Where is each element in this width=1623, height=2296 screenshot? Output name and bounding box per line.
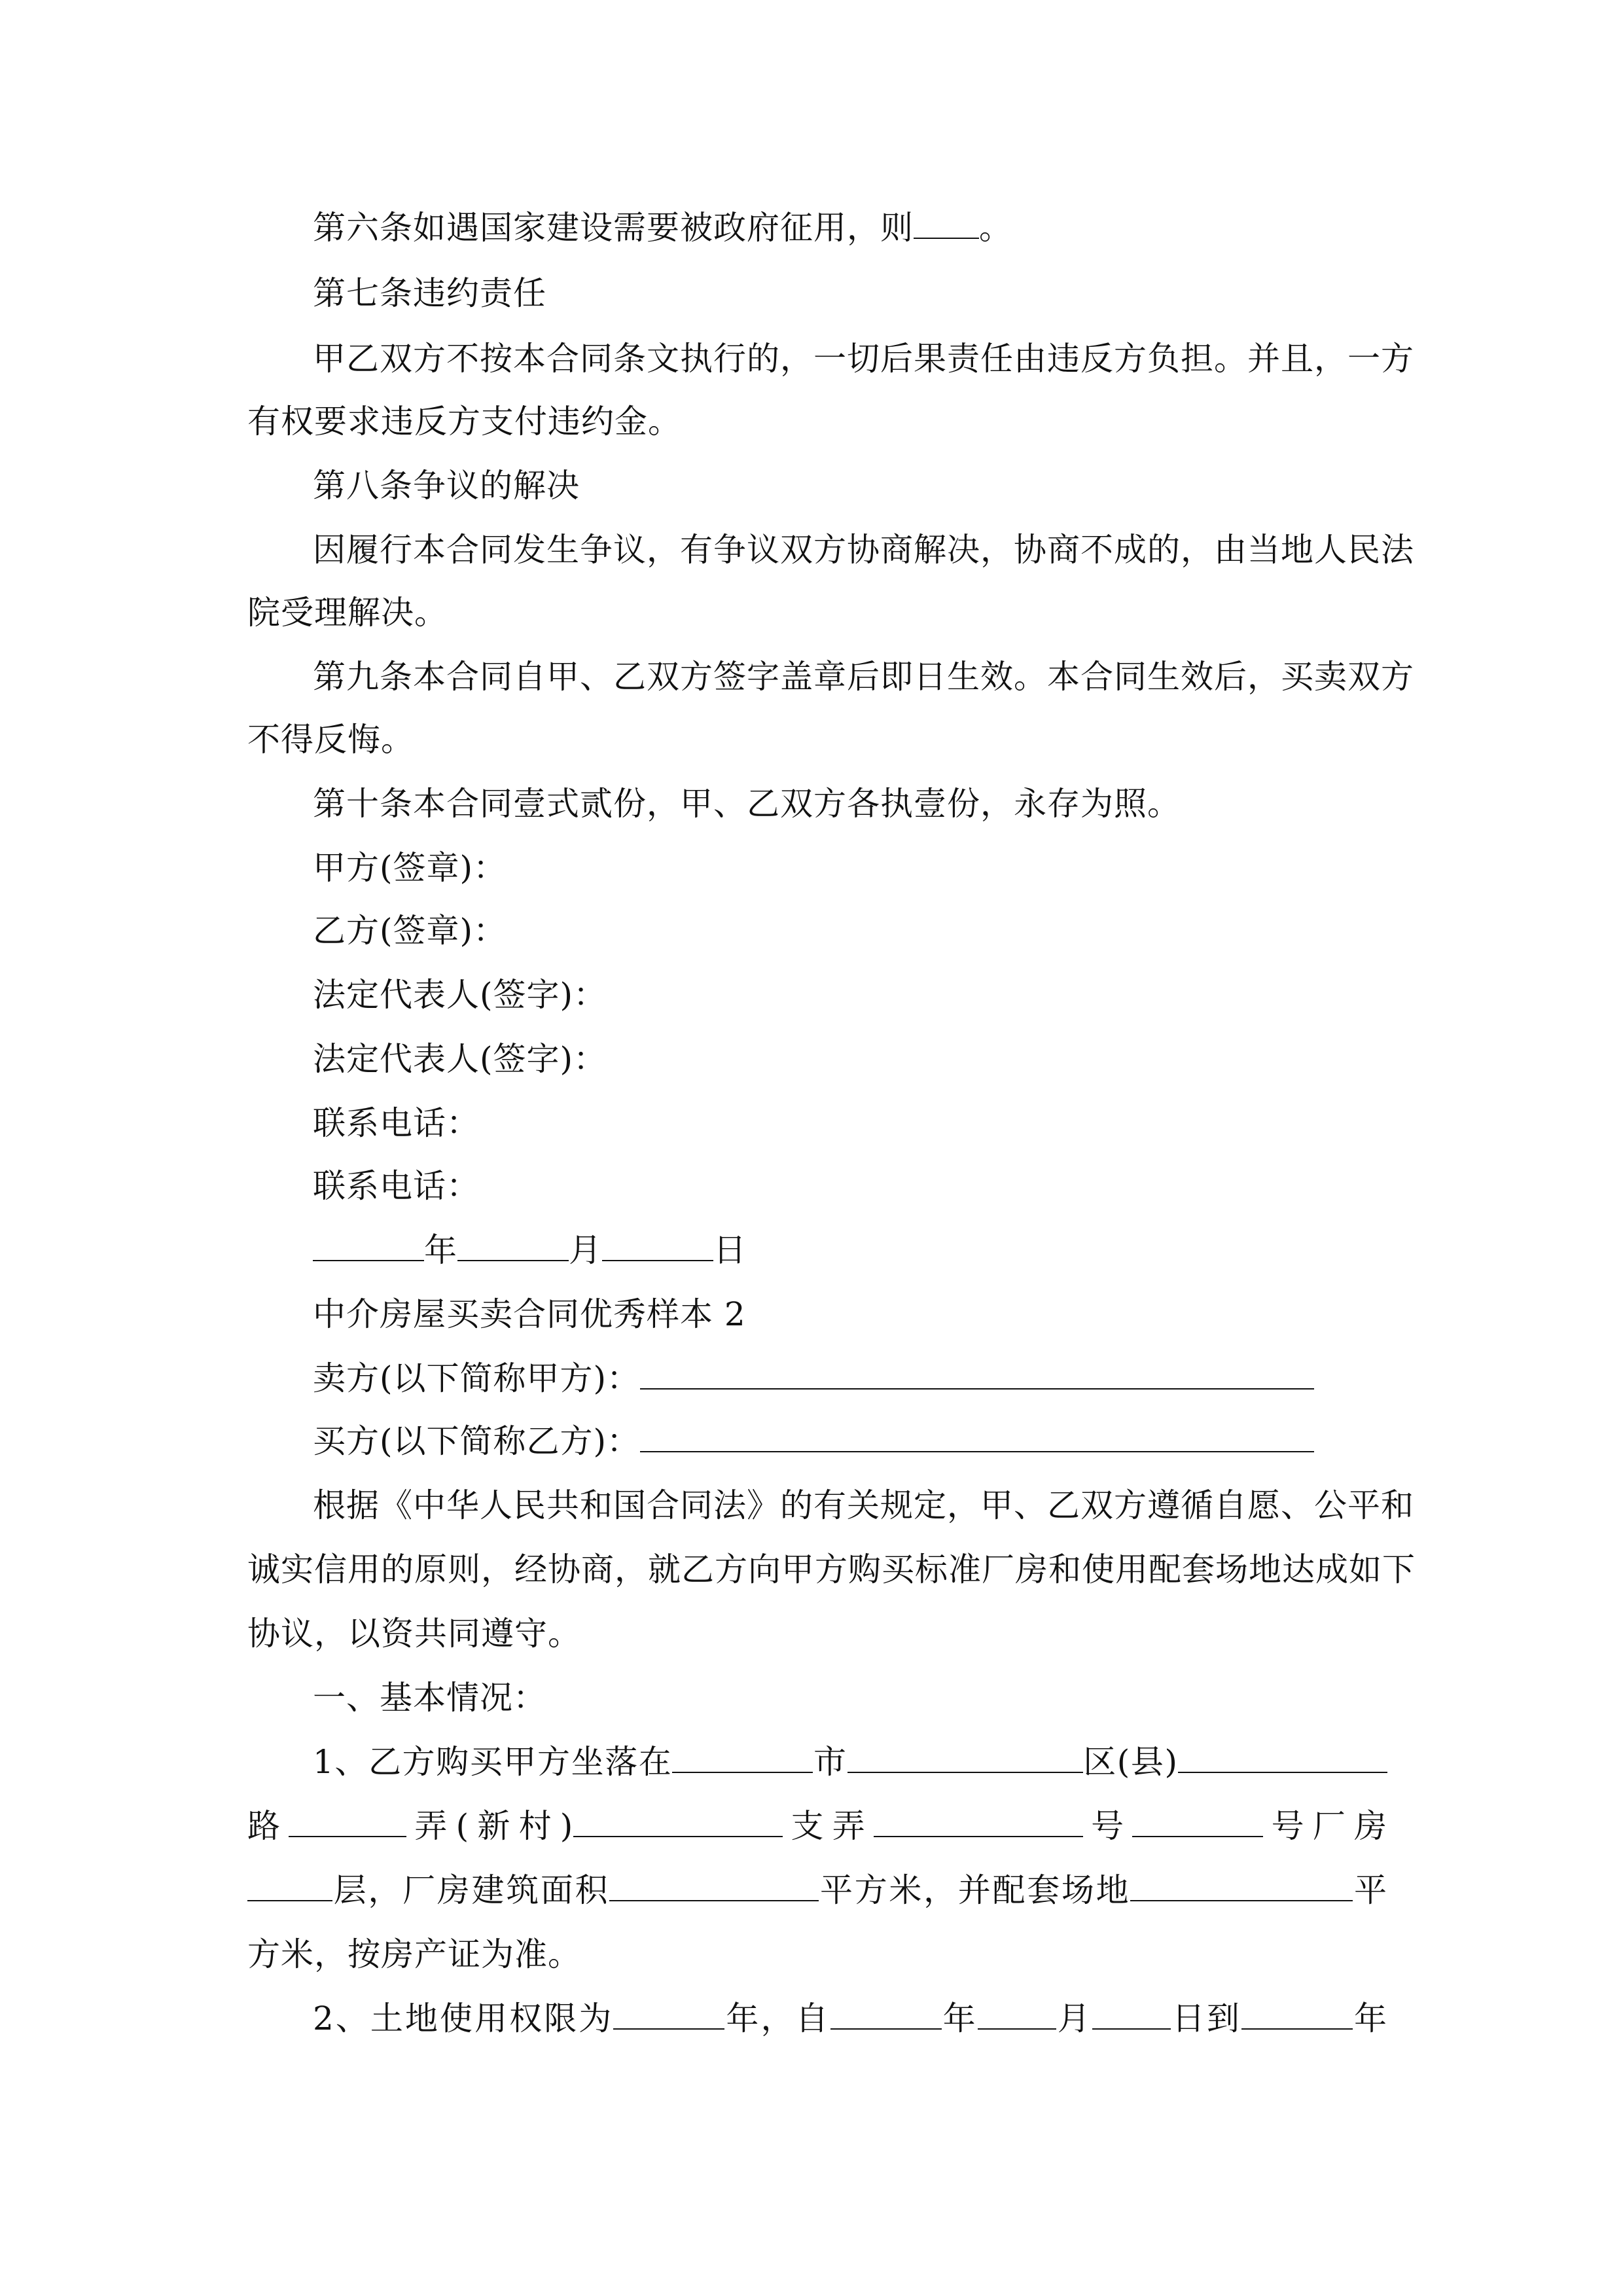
- basic-info-heading: 一、基本情况：: [313, 1679, 546, 1717]
- district-blank[interactable]: [847, 1743, 1083, 1773]
- item-2-line1: [313, 1999, 1387, 2038]
- end-year-blank[interactable]: [1241, 2000, 1353, 2030]
- number-blank[interactable]: [874, 1807, 1083, 1837]
- buyer-label: 买方(以下简称乙方)：: [313, 1422, 641, 1460]
- floor-blank[interactable]: [247, 1871, 332, 1901]
- term-blank[interactable]: [613, 2000, 724, 2030]
- land-use-label: 2、土地使用权限为: [313, 2000, 614, 2037]
- article-6-text: 第六条如遇国家建设需要被政府征用，则: [313, 209, 914, 247]
- sublane-blank[interactable]: [573, 1807, 783, 1837]
- party-a-representative: 法定代表人(签字)：: [313, 976, 607, 1014]
- article-8-title: 第八条争议的解决: [313, 467, 580, 505]
- end-year-label: 年: [1352, 2000, 1388, 2037]
- start-year-label: 年: [941, 2000, 978, 2037]
- city-label: 市: [813, 1743, 847, 1781]
- item-1-line2: [247, 1806, 1387, 1846]
- floor-area-label: 层，厂房建筑面积: [332, 1871, 610, 1909]
- start-month-label: 月: [1056, 2000, 1092, 2037]
- site-area-blank[interactable]: [1130, 1871, 1353, 1901]
- district-label: 区(县): [1082, 1743, 1179, 1781]
- article-9-line1: 第九条本合同自甲、乙双方签字盖章后即日生效。本合同生效后，买卖双方: [313, 658, 1414, 696]
- article-8-body-line2: 院受理解决。: [247, 594, 448, 632]
- area-blank[interactable]: [609, 1871, 819, 1901]
- article-9-line2: 不得反悔。: [247, 721, 414, 759]
- site-label: 平方米，并配套场地: [819, 1871, 1131, 1909]
- number-label: 号: [1082, 1807, 1133, 1845]
- start-month-blank[interactable]: [978, 2000, 1056, 2030]
- party-b-phone: 联系电话：: [313, 1167, 480, 1205]
- building-label: 号厂房: [1263, 1807, 1388, 1845]
- party-b-signature: 乙方(签章)：: [313, 912, 507, 950]
- sublane-label: 支弄: [783, 1807, 874, 1845]
- road-blank[interactable]: [1178, 1743, 1387, 1773]
- item-1-line3: [247, 1871, 1387, 1910]
- unit-label: 平: [1353, 1871, 1388, 1909]
- seller-label: 卖方(以下简称甲方)：: [313, 1359, 641, 1397]
- preamble-line2: 诚实信用的原则，经协商，就乙方向甲方购买标准厂房和使用配套场地达成如下: [247, 1551, 1416, 1588]
- city-blank[interactable]: [672, 1743, 813, 1773]
- to-label: 日到: [1170, 2000, 1241, 2037]
- year-label: 年: [424, 1231, 457, 1269]
- blank-field[interactable]: [914, 209, 979, 239]
- party-a-phone: 联系电话：: [313, 1104, 480, 1142]
- article-7-body-line1: 甲乙双方不按本合同条文执行的，一切后果责任由违反方负担。并且，一方: [313, 340, 1414, 378]
- item-1-line4: 方米，按房产证为准。: [247, 1935, 581, 1973]
- preamble-line1: 根据《中华人民共和国合同法》的有关规定，甲、乙双方遵循自愿、公平和: [313, 1486, 1414, 1524]
- article-7-title: 第七条违约责任: [313, 274, 546, 312]
- article-6-end: 。: [979, 209, 1012, 247]
- article-10: 第十条本合同壹式贰份，甲、乙双方各执壹份，永存为照。: [313, 785, 1181, 823]
- start-year-blank[interactable]: [830, 2000, 942, 2030]
- buyer-blank[interactable]: [640, 1422, 1314, 1452]
- item-1-line1: [313, 1742, 1387, 1782]
- item-1-text: 1、乙方购买甲方坐落在: [313, 1743, 673, 1781]
- from-label: 年，自: [724, 2000, 830, 2037]
- lane-label: 弄(新村): [406, 1807, 574, 1845]
- party-a-signature: 甲方(签章)：: [313, 849, 507, 887]
- month-label: 月: [569, 1231, 602, 1269]
- month-blank[interactable]: [457, 1231, 569, 1261]
- day-label: 日: [713, 1231, 747, 1269]
- start-day-blank[interactable]: [1092, 2000, 1171, 2030]
- day-blank[interactable]: [602, 1231, 713, 1261]
- road-label: 路: [247, 1807, 289, 1845]
- seller-line: [313, 1359, 1453, 1398]
- article-8-body-line1: 因履行本合同发生争议，有争议双方协商解决，协商不成的，由当地人民法: [313, 531, 1414, 569]
- article-6: [313, 208, 1453, 247]
- seller-blank[interactable]: [640, 1359, 1314, 1390]
- party-b-representative: 法定代表人(签字)：: [313, 1040, 607, 1078]
- building-blank[interactable]: [1132, 1807, 1263, 1837]
- year-blank[interactable]: [313, 1231, 424, 1261]
- lane-blank[interactable]: [289, 1807, 406, 1837]
- preamble-line3: 协议，以资共同遵守。: [247, 1615, 581, 1653]
- article-7-body-line2: 有权要求违反方支付违约金。: [247, 403, 681, 440]
- signing-date: [313, 1230, 1453, 1270]
- buyer-line: [313, 1422, 1453, 1461]
- section-title: 中介房屋买卖合同优秀样本 2: [313, 1295, 746, 1333]
